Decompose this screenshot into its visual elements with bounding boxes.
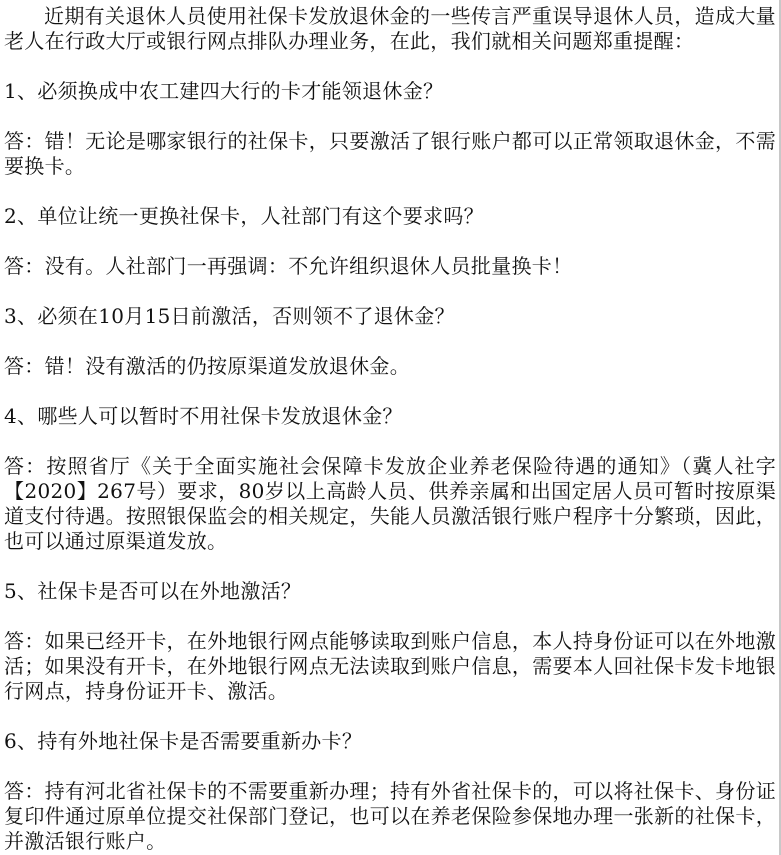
- answer-6: 答：持有河北省社保卡的不需要重新办理；持有外省社保卡的，可以将社保卡、身份证复印件通过原单位提交社保部门登记，也可以在养老保险参保地办理一张新的社保卡，并激活银行账户。: [4, 779, 776, 853]
- question-2: 2、单位让统一更换社保卡，人社部门有这个要求吗？: [4, 204, 484, 228]
- intro-paragraph: 近期有关退休人员使用社保卡发放退休金的一些传言严重误导退休人员，造成大量老人在行政大厅或银行网点排队办理业务，在此，我们就相关问题郑重提醒：: [4, 4, 776, 53]
- question-3: 3、必须在10月15日前激活，否则领不了退休金？: [4, 304, 455, 328]
- notice-body: [4, 4, 776, 854]
- question-5: 5、社保卡是否可以在外地激活？: [4, 579, 302, 603]
- question-1: 1、必须换成中农工建四大行的卡才能领退休金？: [4, 79, 444, 103]
- question-6: 6、持有外地社保卡是否需要重新办卡？: [4, 729, 363, 753]
- answer-3: 答：错！没有激活的仍按原渠道发放退休金。: [4, 354, 410, 378]
- answer-5: 答：如果已经开卡，在外地银行网点能够读取到账户信息，本人持身份证可以在外地激活；如果没有开卡，在外地银行网点无法读取到账户信息，需要本人回社保卡发卡地银行网点，持身份证开卡、激活。: [4, 629, 776, 703]
- answer-1: 答：错！无论是哪家银行的社保卡，只要激活了银行账户都可以正常领取退休金，不需要换卡。: [4, 129, 776, 178]
- question-4: 4、哪些人可以暂时不用社保卡发放退休金？: [4, 404, 403, 428]
- answer-2: 答：没有。人社部门一再强调：不允许组织退休人员批量换卡！: [4, 254, 573, 278]
- answer-4: 答：按照省厅《关于全面实施社会保障卡发放企业养老保险待遇的通知》（冀人社字【2020】267号）要求，80岁以上高龄人员、供养亲属和出国定居人员可暂时按原渠道支付待遇。按照银保监会的相关规定，失能人员激活银行账户程序十分繁琐，因此，也可以通过原渠道发放。: [4, 454, 776, 553]
